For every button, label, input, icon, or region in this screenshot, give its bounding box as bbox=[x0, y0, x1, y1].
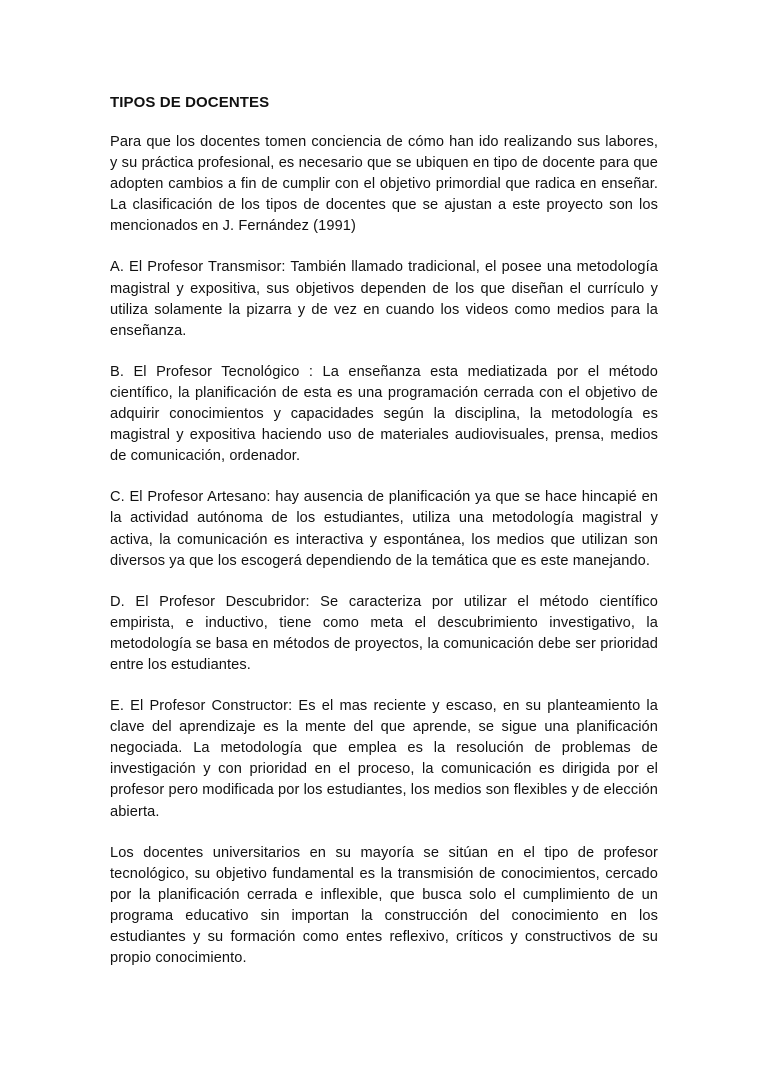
paragraph-profesor-artesano: C. El Profesor Artesano: hay ausencia de planificación ya que se hace hincapié en la actividad autónoma de los estudiantes, utiliza una metodología magistral y activa, la comunicación es interactiva y espontánea, los medios que utilizan son diversos ya que los escogerá dependiendo de la temática que es este manejando. bbox=[110, 489, 658, 569]
paragraph-profesor-transmisor: A. El Profesor Transmisor: También llamado tradicional, el posee una metodología magistral y expositiva, sus objetivos dependen de los que diseñan el currículo y utiliza solamente la pizarra y de vez en cuando los videos como medios para la enseñanza. bbox=[110, 259, 658, 339]
document-body bbox=[110, 92, 658, 989]
paragraph-profesor-descubridor: D. El Profesor Descubridor: Se caracteriza por utilizar el método científico empirista, e inductivo, tiene como meta el descubrimiento investigativo, la metodología se basa en métodos de proyectos, la comunicación debe ser prioridad entre los estudiantes. bbox=[110, 593, 658, 673]
paragraph-profesor-constructor: E. El Profesor Constructor: Es el mas reciente y escaso, en su planteamiento la clave del aprendizaje es la mente del que aprende, se sigue una planificación negociada. La metodología que emplea es la resolución de problemas de investigación y con prioridad en el proceso, la comunicación es dirigida por el profesor pero modificada por los estudiantes, los medios son flexibles y de elección abierta. bbox=[110, 698, 658, 820]
paragraph-intro: Para que los docentes tomen conciencia de cómo han ido realizando sus labores, y su práctica profesional, es necesario que se ubiquen en tipo de docente para que adopten cambios a fin de cumplir con el objetivo primordial que radica en enseñar. La clasificación de los tipos de docentes que se ajustan a este proyecto son los mencionados en J. Fernández (1991) bbox=[110, 134, 658, 235]
page-title: TIPOS DE DOCENTES bbox=[110, 94, 270, 111]
paragraph-profesor-tecnologico: B. El Profesor Tecnológico : La enseñanza esta mediatizada por el método científico, la planificación de esta es una programación cerrada con el objetivo de adquirir conocimientos y capacidades según la disciplina, la metodología es magistral y expositiva haciendo uso de materiales audiovisuales, prensa, medios de comunicación, ordenador. bbox=[110, 363, 658, 465]
paragraph-conclusion: Los docentes universitarios en su mayoría se sitúan en el tipo de profesor tecnológico, su objetivo fundamental es la transmisión de conocimientos, cercado por la planificación cerrada e inflexible, que busca solo el cumplimiento de un programa educativo sin importan la construcción del conocimiento en los estudiantes y su formación como entes reflexivo, críticos y constructivos de su propio conocimiento. bbox=[110, 844, 658, 967]
